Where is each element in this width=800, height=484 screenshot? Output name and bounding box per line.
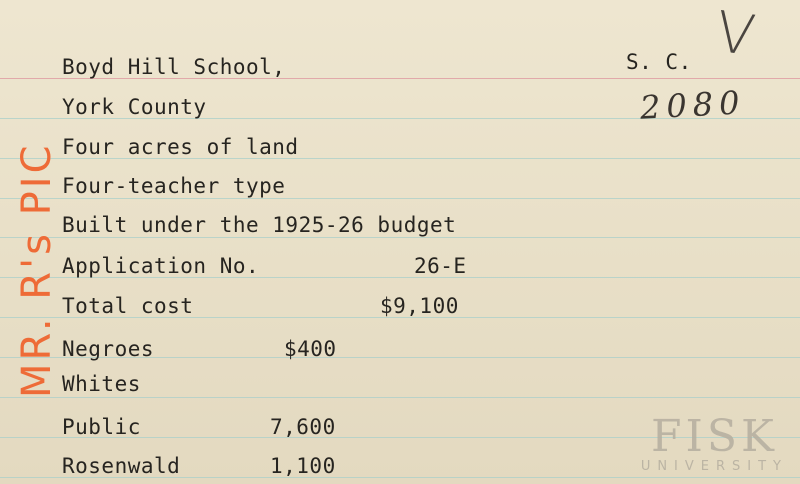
ruled-line <box>0 198 800 199</box>
ruled-line <box>0 397 800 398</box>
fisk-university-text: UNIVERSITY <box>640 459 788 474</box>
county: York County <box>62 95 207 119</box>
fisk-watermark <box>640 411 788 474</box>
land-size: Four acres of land <box>62 135 299 159</box>
total-cost-label: Total cost <box>62 294 194 318</box>
side-note-orange: MR. R's PIC <box>14 142 60 398</box>
whites-label: Whites <box>62 372 141 396</box>
fisk-logo-text: FISK <box>650 411 778 462</box>
ruled-line <box>0 237 800 238</box>
rosenwald-label: Rosenwald <box>62 454 181 478</box>
public-label: Public <box>62 415 141 439</box>
school-name: Boyd Hill School, <box>62 55 286 79</box>
teacher-type: Four-teacher type <box>62 174 286 198</box>
check-mark: V <box>711 0 759 70</box>
rosenwald-value: 1,100 <box>270 454 336 478</box>
handwritten-number: 2080 <box>639 83 747 127</box>
public-value: 7,600 <box>270 415 336 439</box>
negroes-label: Negroes <box>62 337 155 361</box>
state-abbrev: S. C. <box>626 50 692 74</box>
total-cost-value: $9,100 <box>380 294 459 318</box>
application-value: 26-E <box>414 254 467 278</box>
application-label: Application No. <box>62 254 260 278</box>
negroes-value: $400 <box>284 337 337 361</box>
budget-line: Built under the 1925-26 budget <box>62 213 457 237</box>
